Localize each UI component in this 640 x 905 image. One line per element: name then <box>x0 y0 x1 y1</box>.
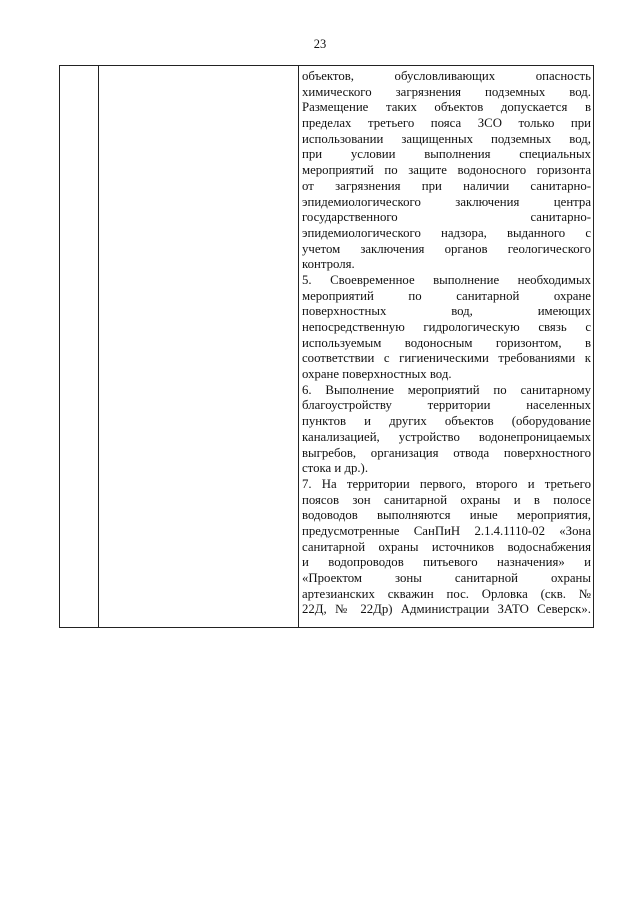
text-line: учетом заключения органов геологического <box>302 241 591 256</box>
column-divider-1 <box>98 66 99 627</box>
text-line: «Проектом зоны санитарной охраны <box>302 571 591 585</box>
text-line: пунктов и других объектов (оборудование <box>302 414 591 429</box>
page-number: 23 <box>313 37 327 51</box>
text-line: 7. На территории первого, второго и третьего <box>302 476 591 491</box>
text-line: выгребов, организация отвода поверхностного <box>302 445 591 460</box>
text-line: контроля. <box>302 257 355 272</box>
text-line: поверхностных вод, имеющих <box>302 304 591 319</box>
text-line: 5. Своевременное выполнение необходимых <box>302 272 591 287</box>
text-line: химического загрязнения подземных вод. <box>302 84 591 99</box>
text-line: благоустройству территории населенных <box>302 398 591 413</box>
text-line: охране поверхностных вод. <box>302 367 452 382</box>
text-line: непосредственную гидрологическую связь с <box>302 320 591 334</box>
text-line: канализацией, устройство водонепроницаемых <box>302 429 591 444</box>
text-line: государственного санитарно- <box>302 210 591 225</box>
text-line: мероприятий по защите водоносного горизонта <box>302 163 591 178</box>
text-line: мероприятий по санитарной охране <box>302 288 591 303</box>
column-divider-2 <box>298 66 299 627</box>
text-line: 6. Выполнение мероприятий по санитарному <box>302 382 591 397</box>
text-line: использовании защищенных подземных вод, <box>302 131 591 146</box>
text-line: пределах третьего пояса ЗСО только при <box>302 116 591 131</box>
text-line: соответствии с гигиеническими требованиями к <box>302 351 591 366</box>
text-line: используемым водоносным горизонтом, в <box>302 335 591 350</box>
text-line: объектов, обусловливающих опасность <box>302 69 591 83</box>
text-line: при условии выполнения специальных <box>302 147 591 162</box>
text-line: Размещение таких объектов допускается в <box>302 100 591 115</box>
text-line: и водопроводов питьевого назначения» и <box>302 555 591 570</box>
text-line: эпидемиологического надзора, выданного с <box>302 225 591 240</box>
text-line: от загрязнения при наличии санитарно- <box>302 178 591 193</box>
text-line: стока и др.). <box>302 461 369 476</box>
requirements-table <box>59 65 594 628</box>
text-line: санитарной охраны источников водоснабжения <box>302 539 591 554</box>
text-line: поясов зон санитарной охраны и в полосе <box>302 492 591 507</box>
text-line: эпидемиологического заключения центра <box>302 194 591 209</box>
table-cell-measures <box>302 69 591 618</box>
text-line: артезианских скважин пос. Орловка (скв. № <box>302 586 591 601</box>
text-line: водоводов выполняются иные мероприятия, <box>302 508 591 523</box>
text-line: 22Д, № 22Др) Администрации ЗАТО Северск». <box>302 602 591 617</box>
text-line: предусмотренные СанПиН 2.1.4.1110-02 «Зона <box>302 523 591 538</box>
